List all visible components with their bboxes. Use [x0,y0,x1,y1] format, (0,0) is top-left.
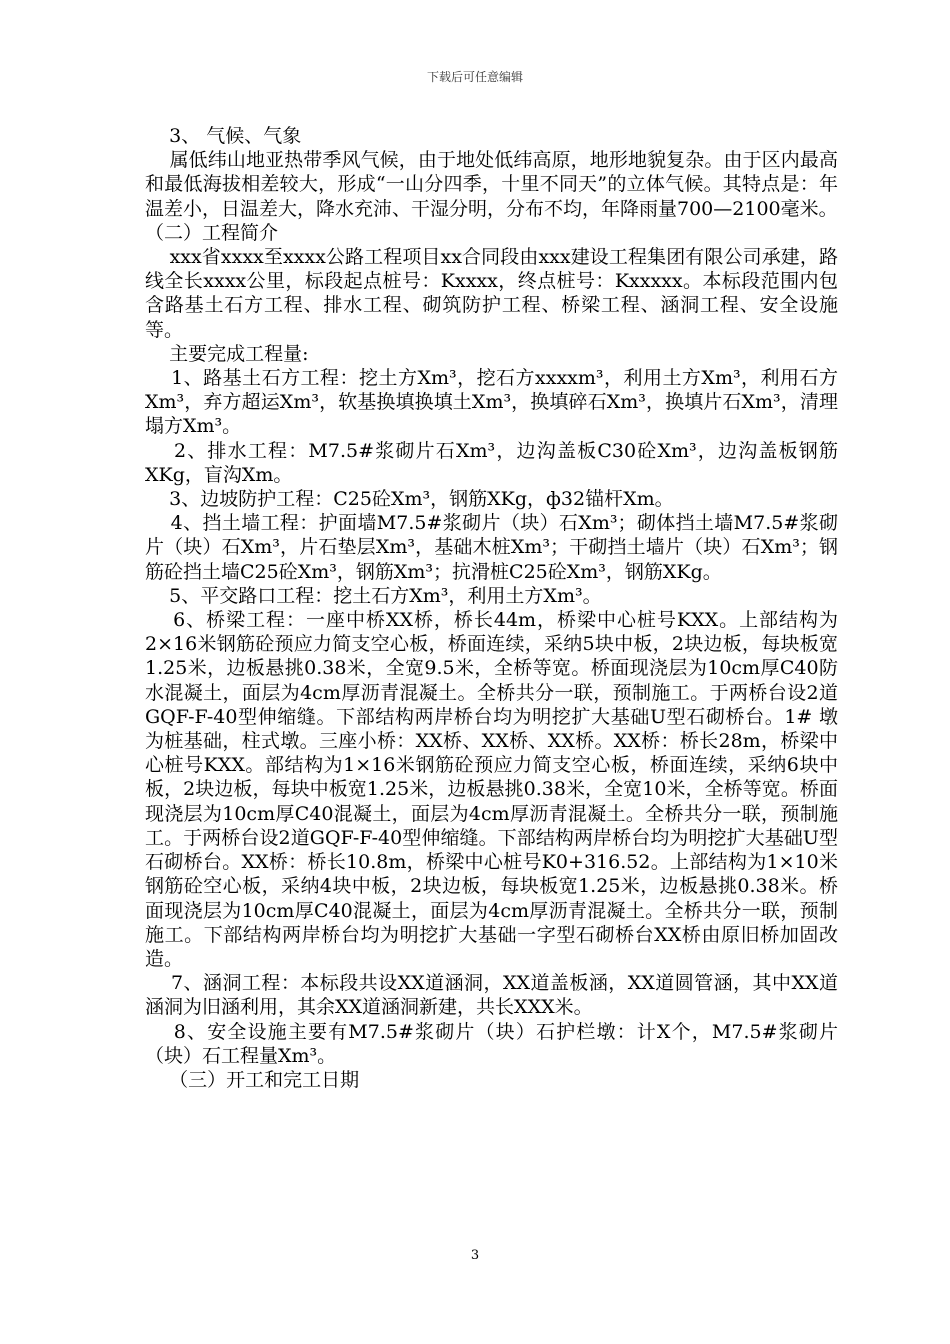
section-heading: （三）开工和完工日期 [145,1068,360,1091]
paragraph: 3、边坡防护工程：C25砼Xm³，钢筋XKg，ф32锚杆Xm。 [145,488,674,511]
section-heading: （二）工程简介 [145,221,279,244]
paragraph: 1、路基土石方工程：挖土方Xm³，挖石方xxxxm³，利用土方Xm³，利用石方Xm³，弃方超运Xm³，软基换填换填土Xm³，换填碎石Xm³，换填片石Xm³，清理塌方Xm³。 [145,367,838,438]
paragraph: 属低纬山地亚热带季风气候，由于地处低纬高原，地形地貌复杂。由于区内最高和最低海拔相差较大，形成“一山分四季，十里不同天”的立体气候。其特点是：年温差小，日温差大，降水充沛、干湿分明，分布不均，年降雨量700—2100毫米。 [145,149,838,220]
paragraph: 7、涵洞工程：本标段共设XX道涵洞，XX道盖板涵，XX道圆管涵，其中XX道涵洞为旧涵利用，其余XX道涵洞新建，共长XXX米。 [145,972,838,1019]
paragraph: 主要完成工程量: [145,342,309,365]
paragraph: 3、 气候、气象 [145,125,302,147]
paragraph: 8、安全设施主要有M7.5#浆砌片（块）石护栏墩：计X个，M7.5#浆砌片（块）石工程量Xm³。 [145,1020,838,1067]
page-number: 3 [470,1248,480,1263]
paragraph: 2、排水工程：M7.5#浆砌片石Xm³，边沟盖板C30砼Xm³，边沟盖板钢筋XKg，盲沟Xm。 [145,439,838,486]
paragraph: xxx省xxxx至xxxx公路工程项目xx合同段由xxx建设工程集团有限公司承建，路线全长xxxx公里，标段起点桩号：Kxxxx，终点桩号：Kxxxxx。本标段范围内包含路基土石方工程、排水工程、砌筑防护工程、桥梁工程、涵洞工程、安全设施等。 [145,246,838,341]
page-header: 下载后可任意编辑 [426,70,523,84]
paragraph: 5、平交路口工程：挖土石方Xm³，利用土方Xm³。 [145,584,602,607]
paragraph: 4、挡土墙工程：护面墙M7.5#浆砌片（块）石Xm³；砌体挡土墙M7.5#浆砌片（块）石Xm³，片石垫层Xm³，基础木桩Xm³；干砌挡土墙片（块）石Xm³；钢筋砼挡土墙C25砼Xm³，钢筋Xm³；抗滑桩C25砼Xm³，钢筋XKg。 [145,512,838,583]
paragraph: 6、桥梁工程：一座中桥XX桥，桥长44m，桥梁中心桩号KXX。上部结构为2×16米钢筋砼预应力简支空心板，桥面连续，采纳5块中板，2块边板，每块板宽1.25米，边板悬挑0.38米，全宽9.5米，全桥等宽。桥面现浇层为10cm厚C40防水混凝土，面层为4cm厚沥青混凝土。全桥共分一联，预制施工。于两桥台设2道GQF-F-40型伸缩缝。下部结构两岸桥台均为明挖扩大基础U型石砌桥台。1# 墩为桩基础，柱式墩。三座小桥：XX桥、XX桥、XX桥。XX桥：桥长28m，桥梁中心桩号KXX。部结构为1×16米钢筋砼预应力简支空心板，桥面连续，采纳6块中板，2块边板，每块中板宽1.25米，边板悬挑0.38米，全宽10米，全桥等宽。桥面现浇层为10cm厚C40混凝土，面层为4cm厚沥青混凝土。全桥共分一联，预制施工。于两桥台设2道GQF-F-40型伸缩缝。下部结构两岸桥台均为明挖扩大基础U型石砌桥台。XX桥：桥长10.8m，桥梁中心桩号K0+316.52。上部结构为1×10米钢筋砼空心板，采纳4块中板，2块边板，每块板宽1.25米，边板悬挑0.38米。桥面现浇层为10cm厚C40混凝土，面层为4cm厚沥青混凝土。全桥共分一联，预制施工。下部结构两岸桥台均为明挖扩大基础一字型石砌桥台XX桥由原旧桥加固改造。 [145,609,838,970]
document-body [145,124,838,1092]
